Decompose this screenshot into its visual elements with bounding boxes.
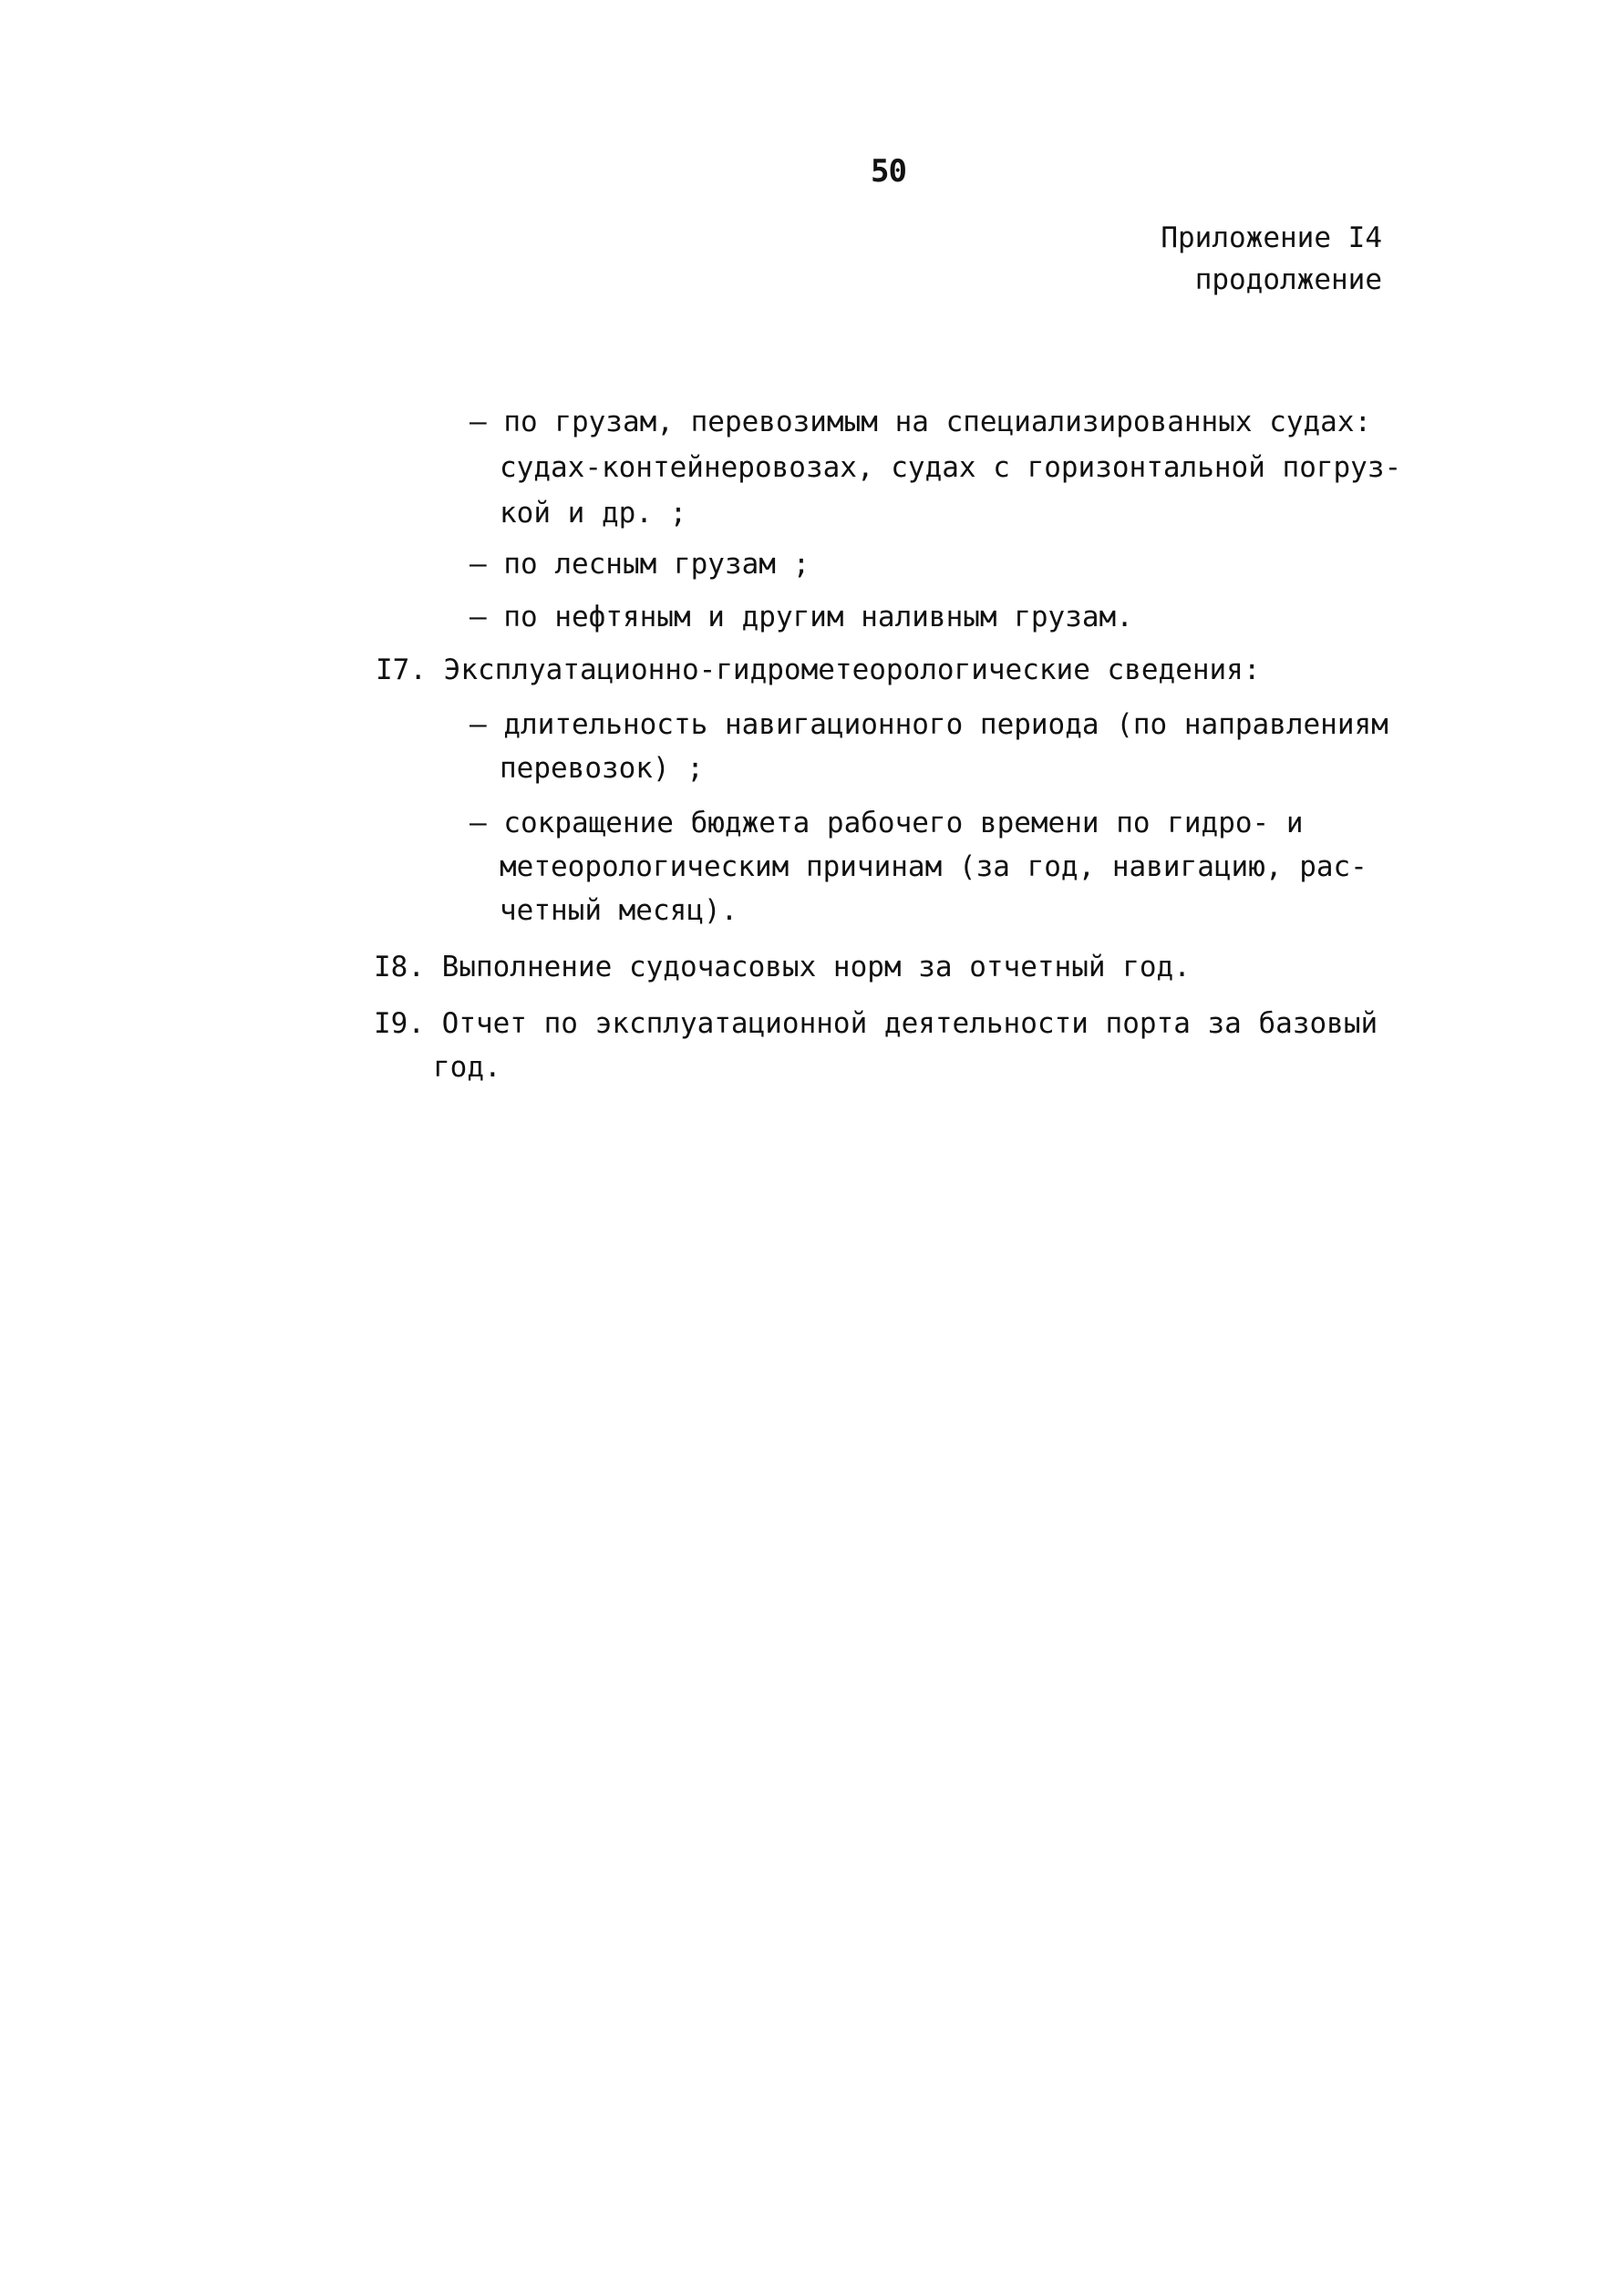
bullet-reduction-line2: метеорологическим причинам (за год, навигацию, рас- <box>500 850 1367 883</box>
item-17: I7. Эксплуатационно-гидрометеорологические сведения: <box>376 654 1261 686</box>
bullet-reduction-line1: – сокращение бюджета рабочего времени по гидро- и <box>470 807 1304 839</box>
bullet-oil: – по нефтяным и другим наливным грузам. <box>470 601 1133 633</box>
item-18: I8. Выполнение судочасовых норм за отчетный год. <box>374 951 1191 983</box>
appendix-label: Приложение I4 <box>1161 221 1382 254</box>
continuation-label: продолжение <box>1194 263 1382 296</box>
bullet-specialized-line3: кой и др. ; <box>500 497 687 530</box>
item-19-line2: год. <box>433 1051 501 1084</box>
bullet-navigation-line2: перевозок) ; <box>500 752 704 785</box>
item-19-line1: I9. Отчет по эксплуатационной деятельности порта за базовый <box>374 1007 1378 1040</box>
bullet-reduction-line3: четный месяц). <box>500 894 738 927</box>
appendix-header <box>1161 217 1382 301</box>
bullet-timber: – по лесным грузам ; <box>470 548 810 581</box>
bullet-specialized-line2: судах-контейнеровозах, судах с горизонтальной погруз- <box>500 451 1402 484</box>
bullet-specialized-line1: – по грузам, перевозимым на специализированных судах: <box>470 406 1372 438</box>
page-number: 50 <box>871 153 906 190</box>
bullet-navigation-line1: – длительность навигационного периода (по направлениям <box>470 708 1388 741</box>
